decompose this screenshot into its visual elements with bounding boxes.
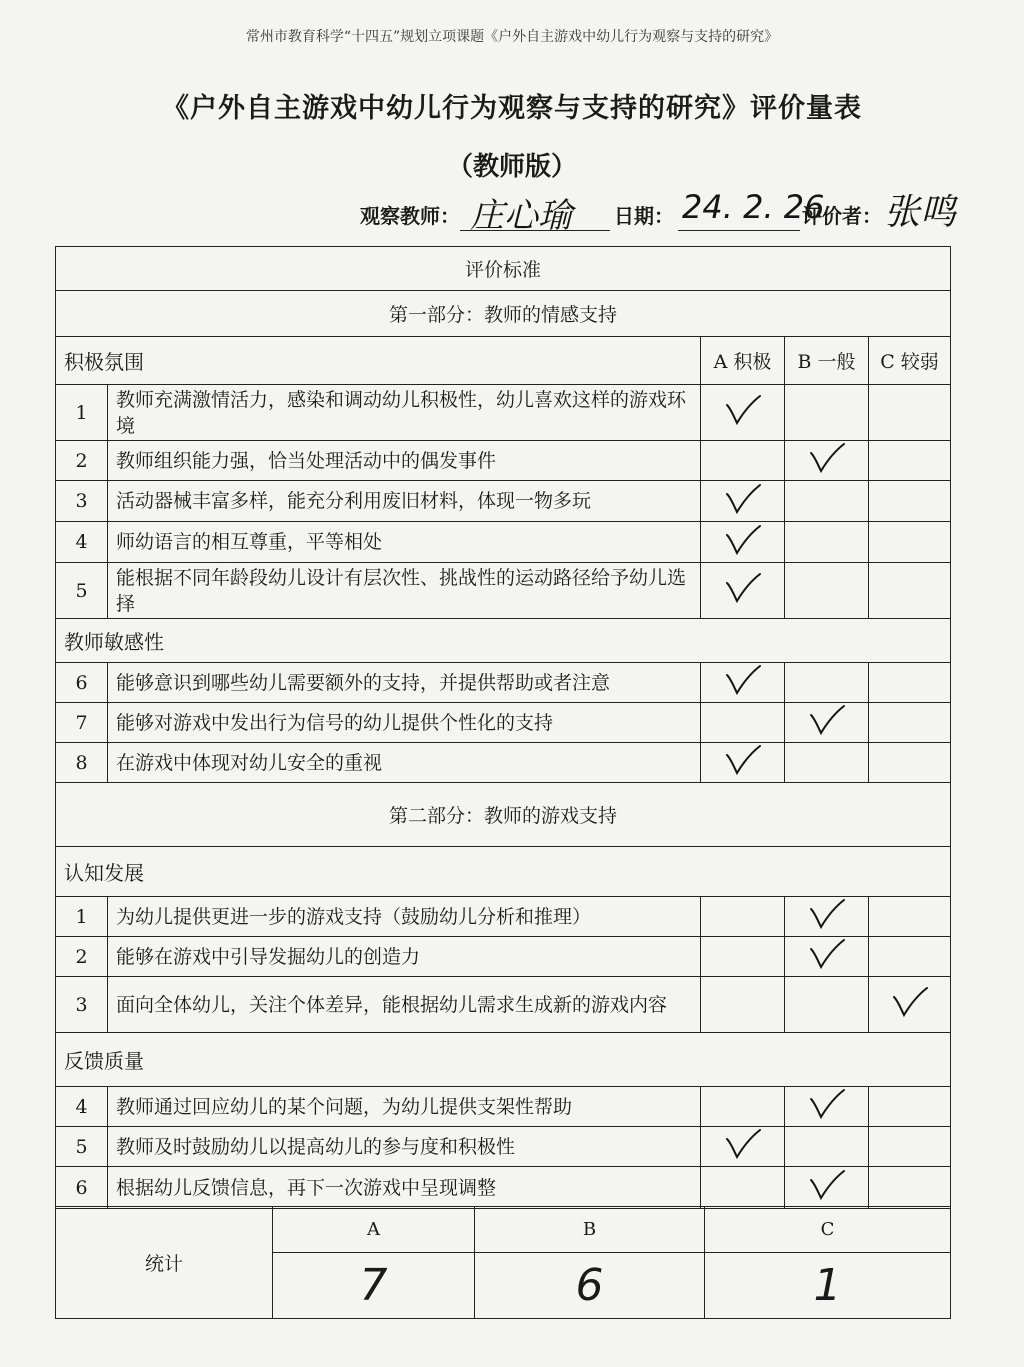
row-text: 根据幼儿反馈信息，再下一次游戏中呈现调整 <box>108 1167 701 1209</box>
row-text: 面向全体幼儿，关注个体差异，能根据幼儿需求生成新的游戏内容 <box>108 977 701 1033</box>
observer-value: 庄心瑜 <box>470 196 572 236</box>
observer-underline <box>460 230 610 231</box>
table-row <box>56 743 951 783</box>
check-mark-icon <box>723 1127 763 1161</box>
table-row <box>56 563 951 619</box>
part1-title: 第一部分：教师的情感支持 <box>56 291 951 337</box>
category-row <box>56 619 951 663</box>
row-text: 能根据不同年龄段幼儿设计有层次性、挑战性的运动路径给予幼儿选择 <box>108 563 701 619</box>
row-number: 8 <box>56 743 108 783</box>
category-row <box>56 1033 951 1087</box>
category-row <box>56 337 951 385</box>
row-text: 活动器械丰富多样，能充分利用废旧材料，体现一物多玩 <box>108 481 701 522</box>
date-underline <box>678 230 800 231</box>
statistics-table <box>55 1206 951 1319</box>
row-number: 4 <box>56 522 108 563</box>
col-c-header: C 较弱 <box>869 337 951 385</box>
row-text: 教师充满激情活力，感染和调动幼儿积极性，幼儿喜欢这样的游戏环境 <box>108 385 701 441</box>
row-number: 1 <box>56 897 108 937</box>
row-number: 4 <box>56 1087 108 1127</box>
section-row <box>56 291 951 337</box>
check-mark-icon <box>890 985 930 1019</box>
row-text: 在游戏中体现对幼儿安全的重视 <box>108 743 701 783</box>
evaluator-value: 张鸣 <box>884 192 957 233</box>
stat-value-b: 6 <box>475 1253 705 1319</box>
date-value: 24. 2. 26 <box>682 188 825 226</box>
table-row <box>56 663 951 703</box>
table-row <box>56 481 951 522</box>
row-text: 师幼语言的相互尊重，平等相处 <box>108 522 701 563</box>
check-mark-icon <box>723 482 763 516</box>
date-label: 日期： <box>614 204 674 228</box>
row-number: 7 <box>56 703 108 743</box>
row-number: 1 <box>56 385 108 441</box>
row-number: 3 <box>56 481 108 522</box>
row-number: 6 <box>56 663 108 703</box>
row-number: 2 <box>56 937 108 977</box>
stat-head-c: C <box>705 1207 951 1253</box>
col-b-header: B 一般 <box>785 337 869 385</box>
table-row <box>56 977 951 1033</box>
check-mark-icon <box>807 1168 847 1202</box>
table-header-row <box>56 247 951 291</box>
stat-value-c: 1 <box>705 1253 951 1319</box>
check-mark-icon <box>723 743 763 777</box>
table-row <box>56 385 951 441</box>
row-number: 6 <box>56 1167 108 1209</box>
table-row <box>56 1167 951 1209</box>
row-text: 能够意识到哪些幼儿需要额外的支持，并提供帮助或者注意 <box>108 663 701 703</box>
document-header-line: 常州市教育科学“十四五”规划立项课题《户外自主游戏中幼儿行为观察与支持的研究》 <box>245 29 779 45</box>
row-number: 5 <box>56 1127 108 1167</box>
check-mark-icon <box>807 703 847 737</box>
check-mark-icon <box>723 523 763 557</box>
table-row <box>56 1127 951 1167</box>
table-row <box>56 441 951 481</box>
row-number: 2 <box>56 441 108 481</box>
evaluator-label: 评价者： <box>802 204 882 228</box>
row-text: 教师及时鼓励幼儿以提高幼儿的参与度和积极性 <box>108 1127 701 1167</box>
row-number: 5 <box>56 563 108 619</box>
row-text: 能够在游戏中引导发掘幼儿的创造力 <box>108 937 701 977</box>
stat-head-a: A <box>273 1207 475 1253</box>
row-text: 教师通过回应幼儿的某个问题，为幼儿提供支架性帮助 <box>108 1087 701 1127</box>
part2-title: 第二部分：教师的游戏支持 <box>56 783 951 847</box>
row-text: 教师组织能力强，恰当处理活动中的偶发事件 <box>108 441 701 481</box>
category-cognitive-development: 认知发展 <box>56 847 951 897</box>
observer-label: 观察教师： <box>360 204 460 228</box>
category-teacher-sensitivity: 教师敏感性 <box>56 619 951 663</box>
statistics-label: 统计 <box>56 1207 273 1319</box>
row-text: 为幼儿提供更进一步的游戏支持（鼓励幼儿分析和推理） <box>108 897 701 937</box>
category-feedback-quality: 反馈质量 <box>56 1033 951 1087</box>
check-mark-icon <box>807 1087 847 1121</box>
table-row <box>56 1087 951 1127</box>
check-mark-icon <box>807 897 847 931</box>
evaluation-table <box>55 246 951 1209</box>
check-mark-icon <box>723 663 763 697</box>
check-mark-icon <box>807 441 847 475</box>
stat-value-a: 7 <box>273 1253 475 1319</box>
table-row <box>56 522 951 563</box>
category-positive-atmosphere: 积极氛围 <box>56 337 701 385</box>
table-row <box>56 897 951 937</box>
check-mark-icon <box>723 393 763 427</box>
document-subtitle: （教师版） <box>446 152 577 182</box>
stat-head-b: B <box>475 1207 705 1253</box>
section-row <box>56 783 951 847</box>
row-text: 能够对游戏中发出行为信号的幼儿提供个性化的支持 <box>108 703 701 743</box>
col-a-header: A 积极 <box>701 337 785 385</box>
document-title: 《户外自主游戏中幼儿行为观察与支持的研究》评价量表 <box>162 93 862 124</box>
check-mark-icon <box>807 937 847 971</box>
table-row <box>56 937 951 977</box>
row-number: 3 <box>56 977 108 1033</box>
evaluation-criteria-header: 评价标准 <box>56 247 951 291</box>
table-row <box>56 703 951 743</box>
category-row <box>56 847 951 897</box>
check-mark-icon <box>723 571 763 605</box>
